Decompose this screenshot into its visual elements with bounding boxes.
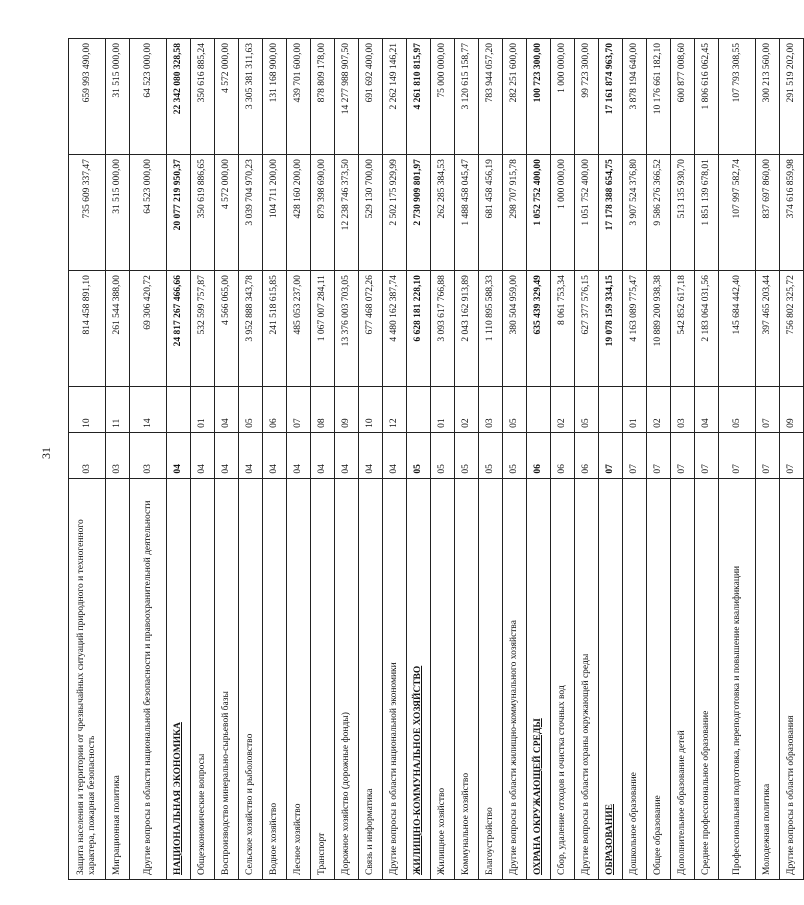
table-row: [383, 39, 407, 880]
row-amount-2-cell: 3 907 524 376,80: [623, 155, 647, 271]
row-amount-2-cell: 17 178 388 654,75: [599, 155, 623, 271]
row-name-cell: Транспорт: [311, 478, 335, 879]
table-row: [335, 39, 359, 880]
row-section-code-cell: 04: [263, 432, 287, 478]
table-row: [623, 39, 647, 880]
table-row: [191, 39, 215, 880]
row-amount-1-cell: 13 376 003 703,05: [335, 271, 359, 387]
row-subsection-code-cell: 01: [191, 387, 215, 433]
row-amount-2-cell: 529 130 700,00: [359, 155, 383, 271]
row-name-cell: ОБРАЗОВАНИЕ: [599, 478, 623, 879]
row-amount-3-cell: 131 168 900,00: [263, 39, 287, 155]
row-amount-1-cell: 3 093 617 766,88: [431, 271, 455, 387]
row-section-code-cell: 04: [335, 432, 359, 478]
row-amount-1-cell: 1 110 895 588,33: [479, 271, 503, 387]
rotated-table-container: [68, 38, 796, 880]
row-amount-2-cell: 513 135 930,70: [671, 155, 695, 271]
row-amount-3-cell: 10 176 661 182,10: [647, 39, 671, 155]
table-row: [551, 39, 575, 880]
row-name-cell: ЖИЛИЩНО-КОММУНАЛЬНОЕ ХОЗЯЙСТВО: [407, 478, 431, 879]
row-name-cell: ОХРАНА ОКРУЖАЮЩЕЙ СРЕДЫ: [527, 478, 551, 879]
row-section-code-cell: 05: [455, 432, 479, 478]
row-amount-1-cell: 145 684 442,40: [719, 271, 756, 387]
table-row: [719, 39, 756, 880]
table-row: [287, 39, 311, 880]
row-amount-1-cell: 485 053 237,00: [287, 271, 311, 387]
row-name-cell: Дошкольное образование: [623, 478, 647, 879]
row-name-cell: НАЦИОНАЛЬНАЯ ЭКОНОМИКА: [167, 478, 191, 879]
budget-table-body: [69, 39, 804, 880]
row-subsection-code-cell: 08: [311, 387, 335, 433]
row-name-cell: Миграционная политика: [106, 478, 130, 879]
row-name-cell: Другие вопросы в области жилищно-коммунального хозяйства: [503, 478, 527, 879]
table-row: [780, 39, 804, 880]
row-section-code-cell: 04: [215, 432, 239, 478]
row-subsection-code-cell: 14: [130, 387, 167, 433]
row-amount-3-cell: 17 161 874 963,70: [599, 39, 623, 155]
row-amount-1-cell: 635 439 329,49: [527, 271, 551, 387]
row-amount-3-cell: 4 572 000,00: [215, 39, 239, 155]
row-name-cell: Общеэкономические вопросы: [191, 478, 215, 879]
row-subsection-code-cell: 04: [695, 387, 719, 433]
row-amount-1-cell: 3 952 888 343,78: [239, 271, 263, 387]
row-section-code-cell: 03: [106, 432, 130, 478]
row-section-code-cell: 04: [311, 432, 335, 478]
row-section-code-cell: 03: [130, 432, 167, 478]
table-section-row: [407, 39, 431, 880]
row-amount-3-cell: 3 305 381 311,63: [239, 39, 263, 155]
row-name-cell: Среднее профессиональное образование: [695, 478, 719, 879]
table-section-row: [167, 39, 191, 880]
row-amount-1-cell: 261 544 388,00: [106, 271, 130, 387]
row-subsection-code-cell: 05: [719, 387, 756, 433]
row-amount-2-cell: 2 502 175 929,99: [383, 155, 407, 271]
row-amount-1-cell: 532 599 757,87: [191, 271, 215, 387]
row-amount-1-cell: 627 377 576,15: [575, 271, 599, 387]
row-amount-3-cell: 282 251 600,00: [503, 39, 527, 155]
row-subsection-code-cell: 07: [287, 387, 311, 433]
row-amount-2-cell: 3 039 704 970,23: [239, 155, 263, 271]
row-amount-2-cell: 104 711 200,00: [263, 155, 287, 271]
table-section-row: [527, 39, 551, 880]
row-amount-1-cell: 542 852 617,18: [671, 271, 695, 387]
row-section-code-cell: 07: [647, 432, 671, 478]
row-amount-3-cell: 14 277 988 907,50: [335, 39, 359, 155]
row-amount-3-cell: 100 723 300,00: [527, 39, 551, 155]
row-amount-3-cell: 439 701 600,00: [287, 39, 311, 155]
row-amount-1-cell: 4 566 065,00: [215, 271, 239, 387]
row-subsection-code-cell: 02: [551, 387, 575, 433]
table-row: [647, 39, 671, 880]
row-subsection-code-cell: 01: [431, 387, 455, 433]
row-name-cell: Коммунальное хозяйство: [455, 478, 479, 879]
row-subsection-code-cell: [527, 387, 551, 433]
row-amount-1-cell: 756 802 325,72: [780, 271, 804, 387]
row-amount-2-cell: 837 697 860,00: [756, 155, 780, 271]
row-subsection-code-cell: 03: [671, 387, 695, 433]
row-name-cell: Лесное хозяйство: [287, 478, 311, 879]
row-amount-3-cell: 1 000 000,00: [551, 39, 575, 155]
row-amount-1-cell: 4 480 162 387,74: [383, 271, 407, 387]
row-section-code-cell: 05: [431, 432, 455, 478]
table-section-row: [599, 39, 623, 880]
row-subsection-code-cell: [167, 387, 191, 433]
row-amount-1-cell: 241 518 615,85: [263, 271, 287, 387]
row-subsection-code-cell: 12: [383, 387, 407, 433]
row-amount-2-cell: 428 160 200,00: [287, 155, 311, 271]
table-row: [455, 39, 479, 880]
row-subsection-code-cell: 03: [479, 387, 503, 433]
row-amount-1-cell: 19 078 159 334,15: [599, 271, 623, 387]
row-section-code-cell: 07: [756, 432, 780, 478]
row-amount-2-cell: 350 619 886,65: [191, 155, 215, 271]
row-amount-3-cell: 4 261 810 815,97: [407, 39, 431, 155]
row-section-code-cell: 07: [599, 432, 623, 478]
row-name-cell: Профессиональная подготовка, переподготовка и повышение квалификации: [719, 478, 756, 879]
table-row: [695, 39, 719, 880]
row-amount-1-cell: 24 817 267 466,66: [167, 271, 191, 387]
row-amount-1-cell: 10 889 200 938,38: [647, 271, 671, 387]
row-amount-1-cell: 2 183 064 031,56: [695, 271, 719, 387]
row-section-code-cell: 05: [407, 432, 431, 478]
row-subsection-code-cell: 05: [575, 387, 599, 433]
row-amount-3-cell: 600 877 008,60: [671, 39, 695, 155]
row-subsection-code-cell: 09: [780, 387, 804, 433]
row-section-code-cell: 04: [167, 432, 191, 478]
table-row: [263, 39, 287, 880]
row-amount-1-cell: 677 468 072,26: [359, 271, 383, 387]
row-subsection-code-cell: 05: [503, 387, 527, 433]
row-amount-3-cell: 99 723 300,00: [575, 39, 599, 155]
row-amount-2-cell: 298 707 915,78: [503, 155, 527, 271]
row-amount-2-cell: 64 523 000,00: [130, 155, 167, 271]
row-section-code-cell: 06: [551, 432, 575, 478]
row-amount-1-cell: 6 628 181 228,10: [407, 271, 431, 387]
row-amount-3-cell: 878 809 178,00: [311, 39, 335, 155]
table-row: [69, 39, 106, 880]
row-amount-2-cell: 1 851 139 678,01: [695, 155, 719, 271]
row-section-code-cell: 06: [575, 432, 599, 478]
table-row: [130, 39, 167, 880]
row-amount-3-cell: 300 213 560,00: [756, 39, 780, 155]
row-amount-2-cell: 107 997 582,74: [719, 155, 756, 271]
row-name-cell: Защита населения и территории от чрезвычайных ситуаций природного и техногенного характера, пожарная безопасность: [69, 478, 106, 879]
table-row: [479, 39, 503, 880]
row-name-cell: Другие вопросы в области охраны окружающей среды: [575, 478, 599, 879]
row-section-code-cell: 04: [239, 432, 263, 478]
row-amount-2-cell: 262 285 384,53: [431, 155, 455, 271]
row-section-code-cell: 04: [359, 432, 383, 478]
row-amount-3-cell: 659 993 490,00: [69, 39, 106, 155]
budget-table: [68, 38, 804, 880]
row-amount-1-cell: 814 458 891,10: [69, 271, 106, 387]
row-section-code-cell: 07: [623, 432, 647, 478]
row-section-code-cell: 07: [671, 432, 695, 478]
row-name-cell: Благоустройство: [479, 478, 503, 879]
row-amount-1-cell: 397 465 203,44: [756, 271, 780, 387]
row-name-cell: Сельское хозяйство и рыболовство: [239, 478, 263, 879]
row-amount-3-cell: 75 000 000,00: [431, 39, 455, 155]
table-row: [239, 39, 263, 880]
row-subsection-code-cell: 04: [215, 387, 239, 433]
row-name-cell: Воспроизводство минерально-сырьевой базы: [215, 478, 239, 879]
row-section-code-cell: 05: [479, 432, 503, 478]
row-amount-2-cell: 681 458 456,19: [479, 155, 503, 271]
row-name-cell: Общее образование: [647, 478, 671, 879]
row-section-code-cell: 06: [527, 432, 551, 478]
row-name-cell: Жилищное хозяйство: [431, 478, 455, 879]
row-section-code-cell: 07: [719, 432, 756, 478]
row-subsection-code-cell: 02: [647, 387, 671, 433]
row-name-cell: Дополнительное образование детей: [671, 478, 695, 879]
row-section-code-cell: 03: [69, 432, 106, 478]
row-amount-1-cell: 1 067 007 284,11: [311, 271, 335, 387]
page-number: 31: [39, 447, 53, 459]
row-subsection-code-cell: 07: [756, 387, 780, 433]
row-subsection-code-cell: 06: [263, 387, 287, 433]
row-subsection-code-cell: 05: [239, 387, 263, 433]
row-amount-2-cell: 9 586 276 366,52: [647, 155, 671, 271]
row-amount-1-cell: 2 043 162 913,89: [455, 271, 479, 387]
row-name-cell: Молодежная политика: [756, 478, 780, 879]
table-row: [215, 39, 239, 880]
row-section-code-cell: 04: [287, 432, 311, 478]
row-amount-3-cell: 350 616 885,24: [191, 39, 215, 155]
row-amount-3-cell: 31 515 000,00: [106, 39, 130, 155]
row-name-cell: Другие вопросы в области национальной экономики: [383, 478, 407, 879]
row-amount-2-cell: 1 488 458 045,47: [455, 155, 479, 271]
row-subsection-code-cell: 11: [106, 387, 130, 433]
row-amount-3-cell: 691 692 400,00: [359, 39, 383, 155]
table-frame: [68, 38, 796, 880]
row-name-cell: Сбор, удаление отходов и очистка сточных вод: [551, 478, 575, 879]
table-row: [756, 39, 780, 880]
row-amount-3-cell: 1 806 616 062,45: [695, 39, 719, 155]
row-amount-2-cell: 4 572 000,00: [215, 155, 239, 271]
table-row: [503, 39, 527, 880]
row-section-code-cell: 05: [503, 432, 527, 478]
row-subsection-code-cell: 02: [455, 387, 479, 433]
row-amount-1-cell: 8 061 753,34: [551, 271, 575, 387]
row-amount-2-cell: 2 730 909 801,97: [407, 155, 431, 271]
row-amount-3-cell: 3 878 194 640,00: [623, 39, 647, 155]
row-section-code-cell: 07: [780, 432, 804, 478]
row-name-cell: Связь и информатика: [359, 478, 383, 879]
table-row: [575, 39, 599, 880]
table-row: [671, 39, 695, 880]
table-row: [106, 39, 130, 880]
row-name-cell: Другие вопросы в области национальной безопасности и правоохранительной деятельности: [130, 478, 167, 879]
row-amount-2-cell: 1 000 000,00: [551, 155, 575, 271]
row-amount-1-cell: 4 163 089 775,47: [623, 271, 647, 387]
table-row: [311, 39, 335, 880]
table-row: [359, 39, 383, 880]
row-subsection-code-cell: 10: [69, 387, 106, 433]
row-subsection-code-cell: 10: [359, 387, 383, 433]
row-amount-3-cell: 22 342 080 328,58: [167, 39, 191, 155]
row-amount-2-cell: 374 616 859,98: [780, 155, 804, 271]
row-subsection-code-cell: 01: [623, 387, 647, 433]
row-name-cell: Водное хозяйство: [263, 478, 287, 879]
row-name-cell: Дорожное хозяйство (дорожные фонды): [335, 478, 359, 879]
row-amount-3-cell: 291 519 202,00: [780, 39, 804, 155]
row-amount-2-cell: 20 077 219 950,37: [167, 155, 191, 271]
row-amount-3-cell: 783 944 057,20: [479, 39, 503, 155]
row-amount-2-cell: 31 515 000,00: [106, 155, 130, 271]
row-amount-3-cell: 2 262 149 146,21: [383, 39, 407, 155]
row-amount-2-cell: 735 609 337,47: [69, 155, 106, 271]
row-subsection-code-cell: 09: [335, 387, 359, 433]
row-subsection-code-cell: [599, 387, 623, 433]
row-amount-3-cell: 3 120 615 158,77: [455, 39, 479, 155]
row-amount-2-cell: 1 051 752 400,00: [575, 155, 599, 271]
table-row: [431, 39, 455, 880]
row-subsection-code-cell: [407, 387, 431, 433]
row-amount-3-cell: 107 793 308,55: [719, 39, 756, 155]
row-section-code-cell: 04: [191, 432, 215, 478]
row-amount-3-cell: 64 523 000,00: [130, 39, 167, 155]
row-amount-1-cell: 380 504 959,00: [503, 271, 527, 387]
row-amount-2-cell: 12 238 746 373,50: [335, 155, 359, 271]
row-amount-1-cell: 69 306 420,72: [130, 271, 167, 387]
row-section-code-cell: 04: [383, 432, 407, 478]
row-section-code-cell: 07: [695, 432, 719, 478]
row-amount-2-cell: 1 052 752 400,00: [527, 155, 551, 271]
row-amount-2-cell: 879 398 690,00: [311, 155, 335, 271]
row-name-cell: Другие вопросы в области образования: [780, 478, 804, 879]
